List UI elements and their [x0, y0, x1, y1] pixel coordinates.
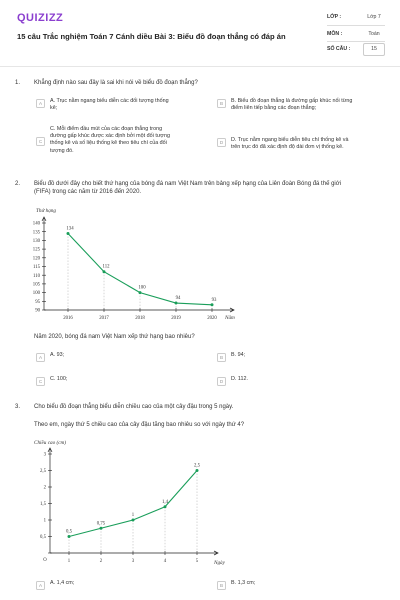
y-tick-label: 125: [32, 247, 40, 253]
option-text: thống kê và số liệu thống kê theo tiêu chí của đối: [50, 140, 167, 147]
fifa-ranking-chart: [30, 203, 250, 326]
q3-option-a[interactable]: [38, 580, 75, 588]
question-3-text: Cho biểu đồ đoạn thẳng biểu diễn chiều cao của một cây đậu trong 5 ngày.: [34, 404, 234, 410]
option-text: C. Mỗi điểm đầu mút của các đoạn thẳng trong: [50, 126, 163, 132]
y-tick-label: 2: [43, 485, 46, 491]
meta-subject-key: MÔN :: [327, 31, 343, 37]
data-label: 134: [66, 226, 74, 232]
y-axis-label: Thứ hạng: [36, 208, 56, 214]
option-text: D. 112.: [231, 376, 248, 382]
question-1-number: 1.: [15, 80, 21, 86]
y-tick-label: 0,5: [40, 535, 46, 541]
q2-option-b[interactable]: [219, 352, 246, 360]
question-1-text: Khẳng định nào sau đây là sai khi nói về biểu đồ đoạn thẳng?: [34, 80, 198, 86]
y-tick-label: 140: [32, 221, 40, 227]
option-letter-box: C: [36, 137, 45, 146]
option-text: C. 100;: [50, 376, 68, 382]
meta-count-key: SỐ CÂU :: [327, 46, 351, 52]
data-point: [103, 270, 106, 273]
option-text: A. 93;: [50, 352, 65, 358]
origin-label: O: [43, 558, 47, 563]
header-divider: [0, 66, 400, 67]
question-2-line-2: (FIFA) trong các năm từ 2016 đến 2020.: [34, 189, 142, 195]
data-label: 0,5: [66, 529, 72, 535]
data-label: 94: [175, 296, 181, 302]
question-3-prompt: Theo em, ngày thứ 5 chiều cao của cây đậu tăng bao nhiêu so với ngày thứ 4?: [34, 422, 245, 428]
meta-count-value: 15: [371, 46, 377, 52]
option-text: B. 1,3 cm;: [231, 580, 256, 586]
y-tick-label: 105: [32, 282, 40, 288]
meta-subject-value: Toán: [368, 31, 380, 37]
y-axis-label: Chiều cao (cm): [34, 440, 66, 446]
option-text: trên trục đó đã xác định độ dài đơn vị thống kê.: [231, 144, 344, 151]
x-axis-label: Ngày: [214, 560, 225, 566]
data-point: [175, 302, 178, 305]
option-text: đường gấp khúc được xác định bởi một đối tượng: [50, 133, 170, 140]
data-label: 1,4: [162, 499, 168, 505]
option-letter-box: A: [36, 99, 45, 108]
option-letter-box: B: [217, 353, 226, 362]
y-tick-label: 110: [32, 273, 40, 279]
q1-option-b[interactable]: [219, 98, 391, 112]
option-letter-box: B: [217, 99, 226, 108]
question-2-text: [34, 180, 394, 196]
meta-class-key: LỚP :: [327, 14, 342, 20]
option-letter-box: D: [217, 377, 226, 386]
option-letter-box: A: [36, 581, 45, 590]
y-tick-label: 2,5: [40, 469, 46, 475]
x-tick-label: 2018: [135, 316, 145, 321]
y-tick-label: 130: [32, 239, 40, 244]
y-tick-label: 1: [43, 518, 46, 524]
option-text: kê;: [50, 105, 58, 112]
option-text: D. Trục nằm ngang biểu diễn tiêu chí thống kê và: [231, 137, 349, 143]
q1-option-d[interactable]: [219, 137, 391, 151]
q2-option-c[interactable]: [38, 376, 68, 384]
option-text: điểm liên tiếp bằng các đoạn thẳng;: [231, 105, 317, 112]
data-point: [139, 291, 142, 294]
x-tick-label: 2017: [99, 316, 109, 321]
y-tick-label: 100: [32, 291, 40, 297]
data-point: [132, 519, 135, 522]
option-letter-box: D: [217, 138, 226, 147]
data-label: 93: [211, 297, 217, 303]
x-tick-label: 3: [131, 559, 135, 564]
data-point: [196, 469, 199, 472]
data-point: [100, 527, 103, 530]
data-point: [68, 535, 71, 538]
x-tick-label: 1: [67, 559, 71, 564]
q1-option-a[interactable]: [38, 98, 200, 112]
q1-option-c[interactable]: [38, 126, 210, 155]
bean-height-chart: [28, 436, 238, 570]
data-label: 0,75: [96, 521, 106, 527]
x-tick-label: 2: [99, 559, 103, 564]
option-text: A. 1,4 cm;: [50, 580, 75, 586]
data-label: 112: [102, 264, 110, 270]
page-title: 15 câu Trắc nghiệm Toán 7 Cánh diều Bài 3: Biểu đồ đoạn thẳng có đáp án: [17, 32, 286, 41]
data-label: 1: [131, 513, 135, 518]
y-tick-label: 95: [35, 299, 40, 305]
x-axis-label: Năm: [225, 315, 235, 321]
data-point: [67, 232, 70, 235]
option-letter-box: B: [217, 581, 226, 590]
x-tick-label: 4: [163, 559, 167, 564]
option-text: B. 94;: [231, 352, 246, 358]
option-text: tượng đó.: [50, 147, 74, 154]
y-tick-label: 135: [32, 230, 40, 236]
y-tick-label: 120: [32, 256, 40, 262]
option-text: A. Trục nằm ngang biểu diễn các đối tượng thống: [50, 98, 169, 104]
q2-option-d[interactable]: [219, 376, 248, 384]
x-tick-label: 2020: [207, 316, 217, 321]
q2-option-a[interactable]: [38, 352, 65, 360]
option-letter-box: A: [36, 353, 45, 362]
question-2-line-1: Biểu đồ dưới đây cho biết thứ hạng của bóng đá nam Việt Nam trên bảng xếp hạng của Liên đoàn Bóng đá thế giới: [34, 181, 342, 187]
q3-option-b[interactable]: [219, 580, 256, 588]
x-tick-label: 2016: [63, 316, 73, 321]
y-tick-label: 1,5: [40, 502, 46, 508]
x-tick-label: 5: [195, 559, 199, 564]
question-2-prompt: Năm 2020, bóng đá nam Việt Nam xếp thứ hạng bao nhiêu?: [34, 334, 195, 340]
option-text: B. Biểu đồ đoạn thẳng là đường gấp khúc nối từng: [231, 98, 353, 104]
question-2-number: 2.: [15, 181, 21, 187]
x-tick-label: 2019: [171, 316, 181, 321]
y-tick-label: 3: [43, 452, 46, 458]
data-label: 2,5: [194, 463, 200, 469]
meta-class-value: Lớp 7: [367, 14, 381, 20]
header: [0, 0, 400, 64]
y-tick-label: 90: [35, 308, 40, 314]
question-3-number: 3.: [15, 404, 21, 410]
y-tick-label: 115: [32, 265, 40, 271]
data-point: [211, 303, 214, 306]
data-label: 100: [138, 285, 146, 291]
quizizz-logo[interactable]: QUIZIZZ: [17, 12, 64, 24]
data-point: [164, 505, 167, 508]
option-letter-box: C: [36, 377, 45, 386]
